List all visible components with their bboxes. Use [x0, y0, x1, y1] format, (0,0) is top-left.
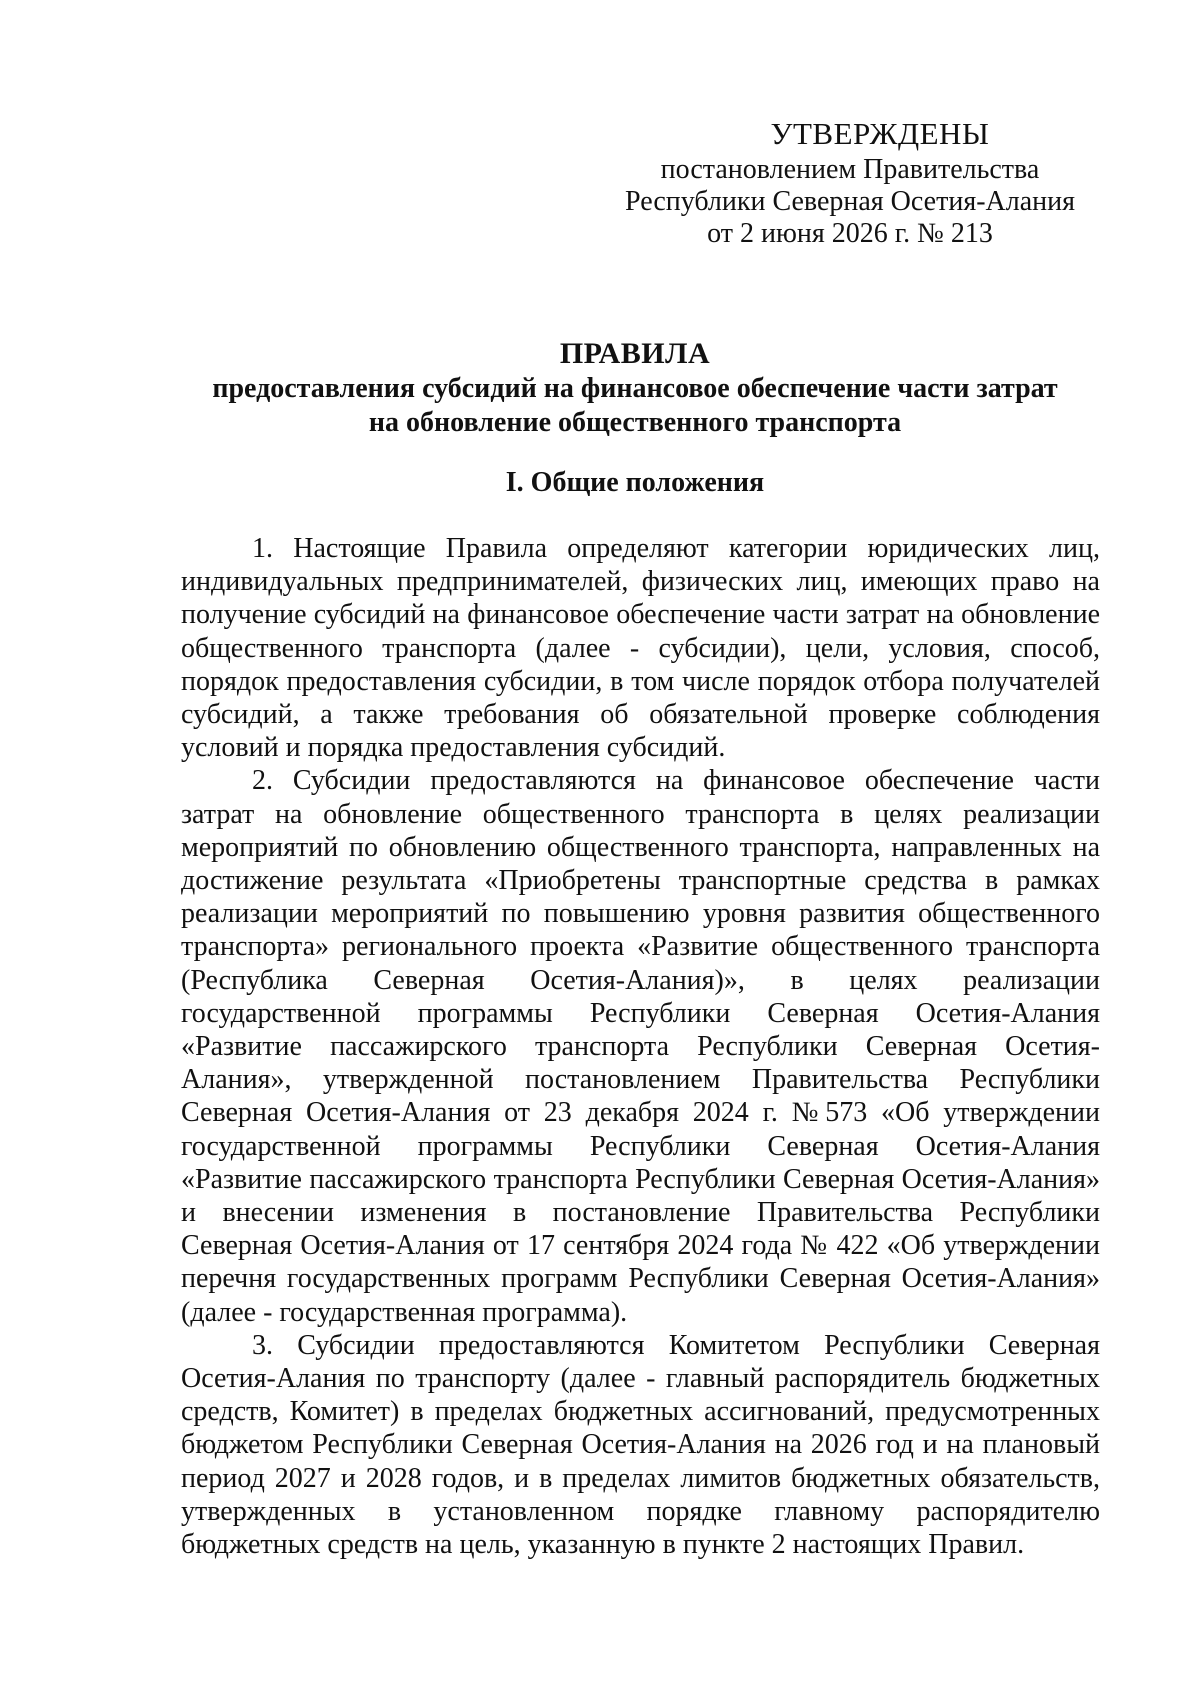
paragraph-1: 1. Настоящие Правила определяют категории юридических лиц, индивидуальных предпринимателей, физических лиц, имеющих право на получение субсидий на финансовое обеспечение части затрат на обновление общественного транспорта (далее - субсидии), цели, условия, способ, порядок предоставления субсидии, в том числе порядок отбора получателей субсидий, а также требования об обязательной проверке соблюдения условий и порядка предоставления субсидий.	[181, 533, 1100, 764]
approval-line-1: постановлением Правительства	[660, 154, 1040, 185]
document-body	[181, 532, 1100, 1561]
document-title: ПРАВИЛА	[559, 337, 711, 370]
section-heading: I. Общие положения	[505, 467, 765, 498]
document-subtitle-line-2: на обновление общественного транспорта	[368, 407, 902, 438]
approval-line-3: от 2 июня 2026 г. № 213	[707, 218, 993, 249]
document-title-block	[170, 336, 1100, 440]
approval-heading: УТВЕРЖДЕНЫ	[770, 116, 990, 151]
approval-stamp-block	[600, 116, 1100, 250]
document-subtitle-line-1: предоставления субсидий на финансовое обеспечение части затрат	[212, 373, 1058, 404]
paragraph-2: 2. Субсидии предоставляются на финансовое обеспечение части затрат на обновление общественного транспорта в целях реализации мероприятий по обновлению общественного транспорта, направленных на достижение результата «Приобретены транспортные средства в рамках реализации мероприятий по повышению уровня развития общественного транспорта» регионального проекта «Развитие общественного транспорта (Республика Северная Осетия-Алания)», в целях реализации государственной программы Республики Северная Осетия-Алания «Развитие пассажирского транспорта Республики Северная Осетия-Алания», утвержденной постановлением Правительства Республики Северная Осетия-Алания от 23 декабря 2024 г. №573 «Об утверждении государственной программы Республики Северная Осетия-Алания «Развитие пассажирского транспорта Республики Северная Осетия-Алания» и внесении изменения в постановление Правительства Республики Северная Осетия-Алания от 17 сентября 2024 года № 422 «Об утверждении перечня государственных программ Республики Северная Осетия-Алания» (далее - государственная программа).	[181, 765, 1100, 1328]
paragraph-3: 3. Субсидии предоставляются Комитетом Республики Северная Осетия-Алания по транспорту (далее - главный распорядитель бюджетных средств, Комитет) в пределах бюджетных ассигнований, предусмотренных бюджетом Республики Северная Осетия-Алания на 2026 год и на плановый период 2027 и 2028 годов, и в пределах лимитов бюджетных обязательств, утвержденных в установленном порядке главному распорядителю бюджетных средств на цель, указанную в пункте 2 настоящих Правил.	[181, 1329, 1100, 1561]
approval-line-2: Республики Северная Осетия-Алания	[625, 186, 1075, 217]
